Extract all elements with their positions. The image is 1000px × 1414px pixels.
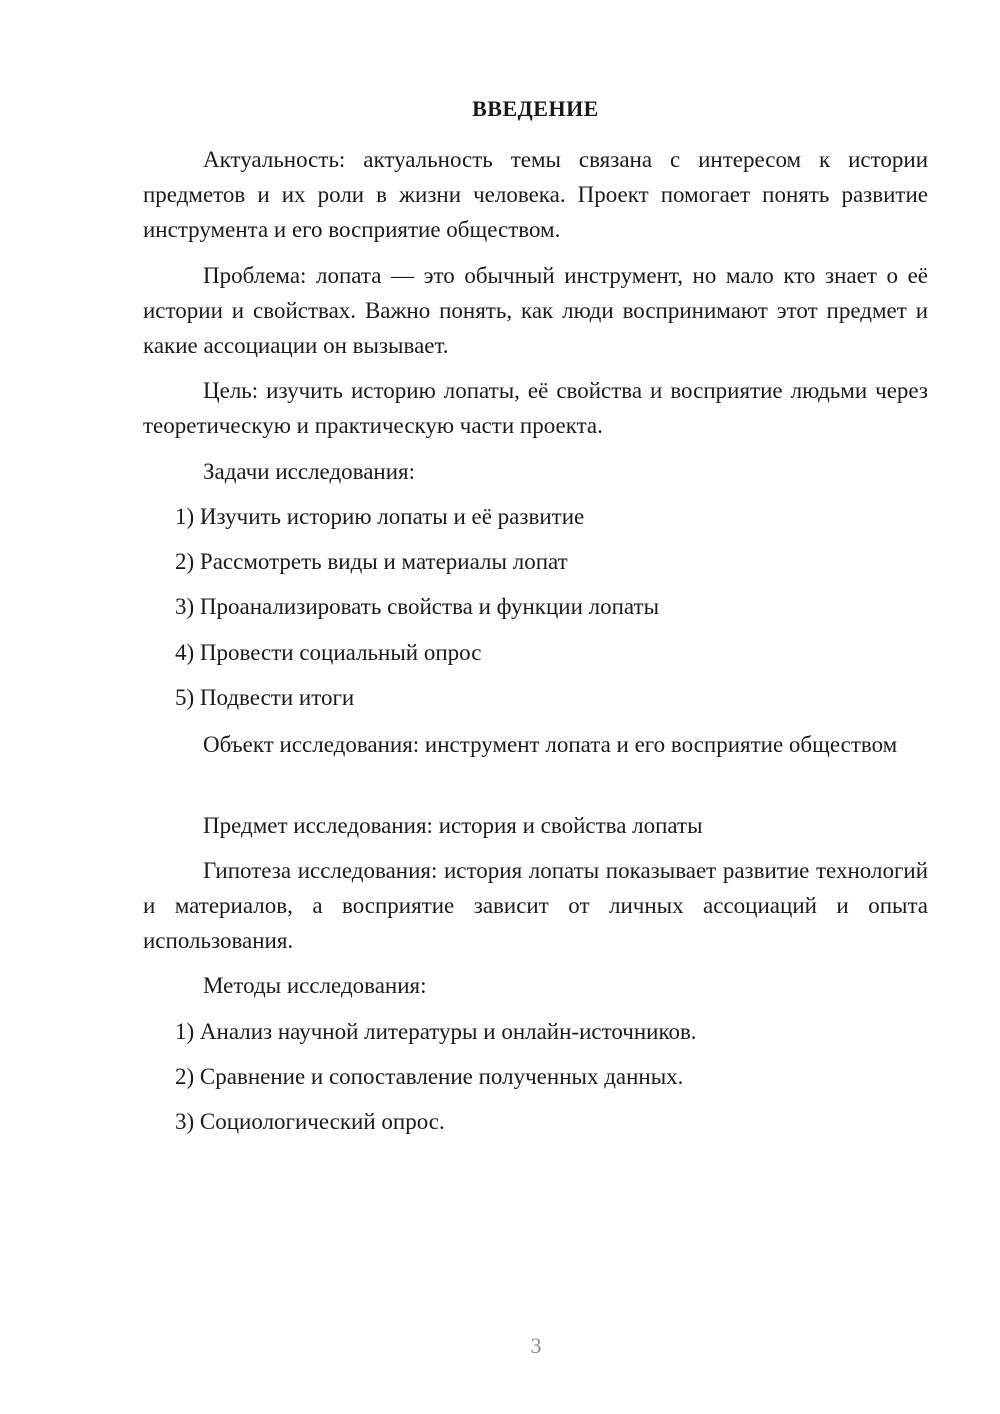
goal-paragraph: Цель: изучить историю лопаты, её свойства и восприятие людьми через теоретическую и практическую части проекта. <box>143 378 928 438</box>
subject-line: Предмет исследования: история и свойства лопаты <box>203 813 703 838</box>
methods-label: Методы исследования: <box>203 973 427 998</box>
page-number: 3 <box>530 1333 542 1358</box>
method-item: 3) Социологический опрос. <box>175 1109 445 1134</box>
hypothesis-paragraph: Гипотеза исследования: история лопаты показывает развитие технологий и материалов, а восприятие зависит от личных ассоциаций и опыта использования. <box>143 858 928 953</box>
method-item: 2) Сравнение и сопоставление полученных данных. <box>175 1064 684 1089</box>
tasks-label: Задачи исследования: <box>203 459 416 484</box>
object-paragraph: Объект исследования: инструмент лопата и его восприятие обществом <box>203 732 898 757</box>
problem-paragraph: Проблема: лопата — это обычный инструмент, но мало кто знает о её истории и свойствах. Важно понять, как люди воспринимают этот предмет и какие ассоциации он вызывает. <box>143 263 928 358</box>
task-item: 5) Подвести итоги <box>175 685 355 710</box>
task-item: 1) Изучить историю лопаты и её развитие <box>175 504 585 529</box>
task-item: 2) Рассмотреть виды и материалы лопат <box>175 549 568 574</box>
method-item: 1) Анализ научной литературы и онлайн-источников. <box>175 1019 697 1044</box>
section-heading: ВВЕДЕНИЕ <box>472 96 599 121</box>
relevance-paragraph: Актуальность: актуальность темы связана с интересом к истории предметов и их роли в жизни человека. Проект помогает понять развитие инструмента и его восприятие обществом. <box>143 147 928 242</box>
task-item: 4) Провести социальный опрос <box>175 640 482 665</box>
task-item: 3) Проанализировать свойства и функции лопаты <box>175 594 660 619</box>
